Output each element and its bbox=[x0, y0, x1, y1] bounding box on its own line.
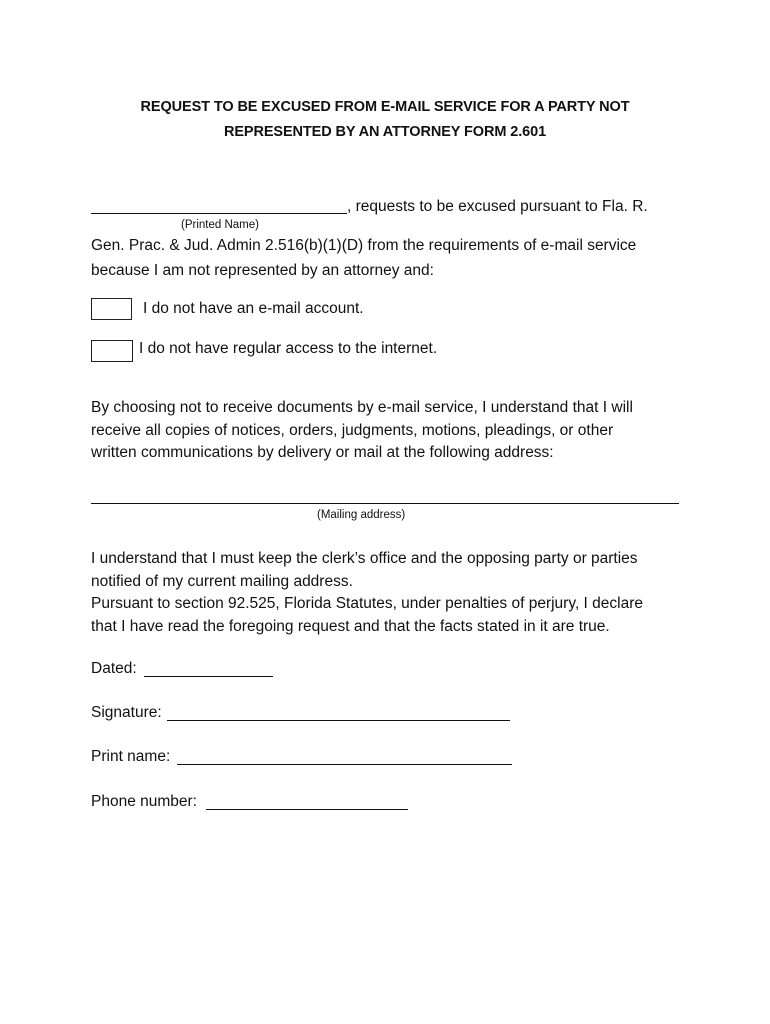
dated-field[interactable] bbox=[144, 676, 273, 677]
no-internet-access-label: I do not have regular access to the internet. bbox=[139, 340, 438, 357]
print-name-label: Print name: bbox=[91, 748, 171, 765]
para2-line-3: written communications by delivery or mail at the following address: bbox=[91, 444, 554, 461]
para3-line-3: Pursuant to section 92.525, Florida Statutes, under penalties of perjury, I declare bbox=[91, 595, 644, 612]
intro-text-line-1: , requests to be excused pursuant to Fla. R. bbox=[347, 198, 648, 215]
signature-label: Signature: bbox=[91, 704, 162, 721]
signature-field[interactable] bbox=[167, 720, 510, 721]
para2-line-2: receive all copies of notices, orders, judgments, motions, pleadings, or other bbox=[91, 421, 614, 439]
intro-text-line-2: Gen. Prac. & Jud. Admin 2.516(b)(1)(D) from the requirements of e-mail service bbox=[91, 237, 637, 254]
para3-line-2: notified of my current mailing address. bbox=[91, 572, 353, 590]
no-email-account-label: I do not have an e-mail account. bbox=[143, 300, 364, 317]
form-title-line-2: REPRESENTED BY AN ATTORNEY FORM 2.601 bbox=[223, 124, 547, 140]
email-service-paragraph bbox=[91, 397, 633, 465]
intro-text-line-3: because I am not represented by an attorney and: bbox=[91, 262, 434, 279]
printed-name-field[interactable] bbox=[91, 213, 347, 214]
para3-line-1: I understand that I must keep the clerk’s office and the opposing party or parties bbox=[91, 550, 638, 567]
para3-line-4: that I have read the foregoing request and that the facts stated in it are true. bbox=[91, 617, 610, 635]
para2-line-1: By choosing not to receive documents by e-mail service, I understand that I will bbox=[91, 399, 633, 416]
phone-number-label: Phone number: bbox=[91, 793, 197, 810]
mailing-address-field[interactable] bbox=[91, 503, 679, 504]
declaration-paragraph bbox=[91, 548, 643, 638]
print-name-field[interactable] bbox=[177, 764, 512, 765]
mailing-address-caption: (Mailing address) bbox=[317, 509, 406, 521]
no-internet-access-checkbox[interactable] bbox=[91, 340, 133, 362]
no-email-account-checkbox[interactable] bbox=[91, 298, 132, 320]
printed-name-caption: (Printed Name) bbox=[181, 219, 259, 231]
form-title-line-1: REQUEST TO BE EXCUSED FROM E-MAIL SERVICE FOR A PARTY NOT bbox=[140, 99, 630, 115]
phone-number-field[interactable] bbox=[206, 809, 408, 810]
dated-label: Dated: bbox=[91, 660, 137, 677]
form-title bbox=[0, 95, 770, 145]
